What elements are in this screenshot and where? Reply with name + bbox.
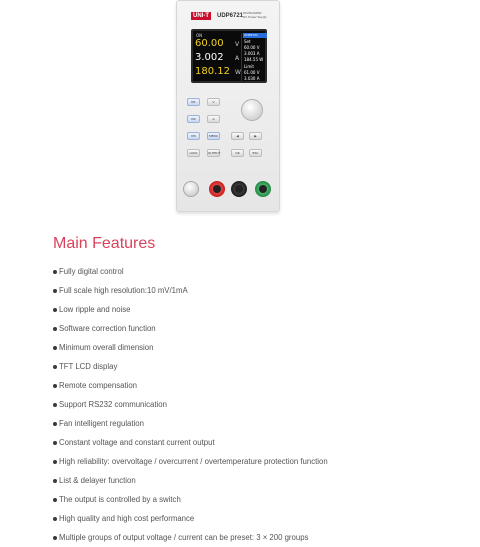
- output-button[interactable]: OUTPUT: [208, 151, 221, 155]
- bullet-icon: [53, 327, 57, 331]
- feature-text: Support RS232 communication: [59, 400, 167, 409]
- m3-button[interactable]: M3: [187, 132, 200, 140]
- screen-side-ocp: 3.030 A: [244, 76, 260, 81]
- brand-bar: [191, 11, 271, 25]
- screen-voltage: 60.00: [195, 38, 224, 49]
- bullet-icon: [53, 460, 57, 464]
- brand-logo: UNI-T: [193, 13, 209, 19]
- bullet-icon: [53, 308, 57, 312]
- feature-text: TFT LCD display: [59, 362, 118, 371]
- bullet-icon: [53, 441, 57, 445]
- ok-button[interactable]: OK: [231, 149, 244, 157]
- feature-item: [53, 509, 473, 528]
- device-tagline-type: DC Power Supply: [243, 15, 267, 19]
- screen-side-limit: Limit: [244, 64, 254, 69]
- bullet-icon: [53, 517, 57, 521]
- screen-side-ovp: 61.00 V: [244, 70, 260, 75]
- screen-side-panel: [241, 33, 267, 81]
- feature-item: [53, 471, 473, 490]
- feature-text: Fully digital control: [59, 267, 124, 276]
- feature-item: [53, 376, 473, 395]
- current-button[interactable]: A: [207, 115, 220, 123]
- feature-item: [53, 357, 473, 376]
- feature-text: Low ripple and noise: [59, 305, 131, 314]
- screen-status: ON: [196, 33, 203, 38]
- feature-item: [53, 452, 473, 471]
- feature-text: List & delayer function: [59, 476, 136, 485]
- feature-item: [53, 319, 473, 338]
- menu-button[interactable]: MENU: [207, 132, 220, 140]
- screen-side-set: Set: [244, 39, 251, 44]
- power-supply-device: [176, 0, 280, 212]
- right-arrow-button[interactable]: ▶: [249, 132, 262, 140]
- main-features-title: Main Features: [53, 235, 156, 252]
- feature-item: [53, 414, 473, 433]
- feature-item: [53, 300, 473, 319]
- bullet-icon: [53, 384, 57, 388]
- feature-text: High quality and high cost performance: [59, 514, 195, 523]
- bullet-icon: [53, 289, 57, 293]
- rotary-knob[interactable]: [241, 99, 263, 121]
- feature-item: [53, 338, 473, 357]
- ground-terminal: [255, 181, 271, 197]
- bullet-icon: [53, 346, 57, 350]
- feature-item: [53, 262, 473, 281]
- feature-item: [53, 490, 473, 509]
- screen-current-unit: A: [235, 55, 240, 62]
- feature-text: The output is controlled by a switch: [59, 495, 181, 504]
- screen-current: 3.002: [195, 52, 224, 63]
- left-arrow-button[interactable]: ◀: [231, 132, 244, 140]
- screen-power-unit: W: [235, 69, 241, 76]
- feature-list: [53, 262, 473, 547]
- screen-side-power: 184.55 W: [244, 57, 264, 62]
- positive-terminal: [209, 181, 225, 197]
- feature-text: Full scale high resolution:10 mV/1mA: [59, 286, 188, 295]
- voltage-button[interactable]: V: [207, 98, 220, 106]
- bullet-icon: [53, 536, 57, 540]
- bullet-icon: [53, 479, 57, 483]
- lock-button[interactable]: LOCK: [187, 149, 200, 157]
- esc-button[interactable]: ESC: [249, 149, 262, 157]
- feature-text: Constant voltage and constant current output: [59, 438, 215, 447]
- feature-item: [53, 528, 473, 547]
- device-tagline-spec: 60V/8A/180W: [243, 11, 262, 15]
- feature-item: [53, 281, 473, 300]
- output-terminals: [205, 176, 275, 206]
- bullet-icon: [53, 422, 57, 426]
- feature-text: Fan intelligent regulation: [59, 419, 144, 428]
- feature-text: Multiple groups of output voltage / current can be preset: 3 × 200 groups: [59, 533, 309, 542]
- feature-text: Software correction function: [59, 324, 156, 333]
- feature-item: [53, 433, 473, 452]
- feature-text: Minimum overall dimension: [59, 343, 154, 352]
- negative-terminal: [231, 181, 247, 197]
- bullet-icon: [53, 270, 57, 274]
- m1-button[interactable]: M1: [187, 98, 200, 106]
- product-image: [176, 0, 280, 212]
- feature-item: [53, 395, 473, 414]
- screen-voltage-unit: V: [235, 41, 240, 48]
- screen-power: 180.12: [195, 66, 230, 77]
- bullet-icon: [53, 365, 57, 369]
- screen-side-current: 3.003 A: [244, 51, 260, 56]
- bullet-icon: [53, 498, 57, 502]
- feature-text: Remote compensation: [59, 381, 138, 390]
- feature-text: High reliability: overvoltage / overcurrent / overtemperature protection function: [59, 457, 328, 466]
- screen-side-header: UDP6721: [243, 33, 267, 38]
- screen-side-voltage: 60.00 V: [244, 45, 260, 50]
- lcd-screen: [191, 29, 267, 83]
- bullet-icon: [53, 403, 57, 407]
- power-button[interactable]: [183, 181, 199, 197]
- model-number: UDP6721: [217, 13, 244, 19]
- m2-button[interactable]: M2: [187, 115, 200, 123]
